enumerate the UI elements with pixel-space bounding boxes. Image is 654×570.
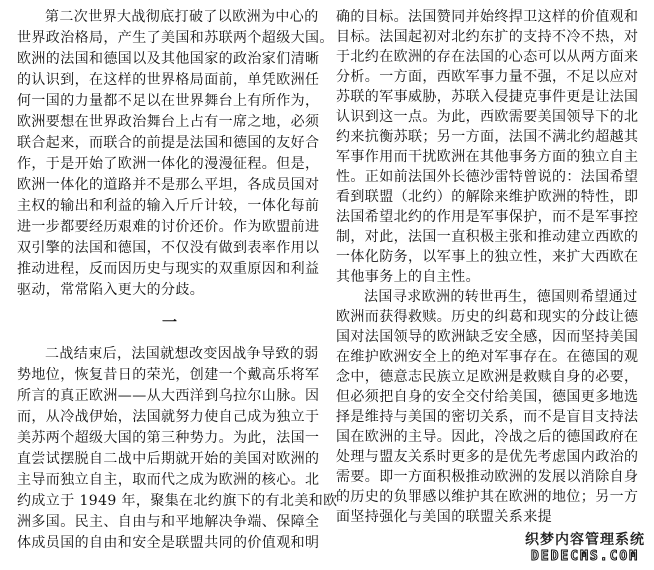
text-line: 双引擎的法国和德国，不仅没有做到表率作用以 [17,240,320,256]
text-line: 军事作用而干扰欧洲在其他事务方面的独立自主 [336,149,639,165]
text-line: 约来抗衡苏联；另一方面，法国不满北约超越其 [336,129,639,145]
text-line: 的认识到，在这样的世界格局面前，单凭欧洲任 [17,72,320,88]
text-line: 世界政治格局，产生了美国和苏联两个超级大国。 [17,30,334,46]
text-line: 进一步都要经历艰难的讨价还价。作为欧盟前进 [17,219,320,235]
text-line: 主导而独立自主，取而代之成为欧洲的核心。北 [17,472,320,488]
text-line: 洲多国。民主、自由与和平地解决争端、保障全 [17,514,320,530]
text-line: 念中，德意志民族立足欧洲是救赎自身的必要， [336,369,639,385]
watermark-url: DEDECMS.COM [530,549,640,564]
text-line: 欧洲而获得救赎。历史的纠葛和现实的分歧让德 [336,309,639,325]
text-line: 所言的真正欧洲——从大西洋到乌拉尔山脉。因 [17,388,320,404]
text-line: 直尝试摆脱自二战中后期就开始的美国对欧洲的 [17,451,320,467]
text-line: 择是维持与美国的密切关系，而不是盲目支持法 [336,409,639,425]
text-line: 第二次世界大战彻底打破了以欧洲为中心的 [45,9,319,25]
text-line: 在维护欧洲安全上的绝对军事存在。在德国的观 [336,349,639,365]
section-number-heading: 一 [161,313,177,331]
text-line: 联合起来，而联合的前提是法国和德国的友好合 [17,135,320,151]
text-line: 势地位，恢复昔日的荣光，创建一个戴高乐将军 [17,367,320,383]
text-line: 认识到这一点。为此，西欧需要美国领导下的北 [336,109,639,125]
text-line: 欧洲一体化的道路并不是那么平坦，各成员国对 [17,177,320,193]
text-line: 的历史的负罪感以维护其在欧洲的地位；另一方 [336,489,639,505]
text-line: 何一国的力量都不足以在世界舞台上有所作为， [17,93,320,109]
watermark [522,531,648,566]
text-line: 推动进程，反而因历史与现实的双重原因和利益 [17,261,320,277]
text-line: 欧洲要想在世界政治舞台上占有一席之地，必须 [17,114,320,130]
text-line: 分析。一方面，西欧军事力量不强，不足以应对 [336,69,639,85]
text-line: 法国希望北约的作用是军事保护，而不是军事控 [336,209,639,225]
text-line: 面坚持强化与美国的联盟关系来提 [336,509,552,525]
watermark-title: 织梦内容管理系统 [525,532,645,548]
text-line: 而，从冷战伊始，法国就努力使自己成为独立于 [17,409,320,425]
text-line: 看到联盟（北约）的解除来维护欧洲的特性，即 [336,189,639,205]
text-line: 其他事务上的自主性。 [336,269,480,285]
text-line: 作，于是开始了欧洲一体化的漫漫征程。但是， [17,156,320,172]
text-line: 国在欧洲的主导。因此，冷战之后的德国政府在 [336,429,639,445]
text-line: 美苏两个超级大国的第三种势力。为此，法国一 [17,430,320,446]
right-column [336,7,639,527]
paragraph-4 [336,287,639,527]
text-line: 主权的输出和利益的输入斤斤计较，一体化每前 [17,198,320,214]
text-line: 二战结束后，法国就想改变因战争导致的弱 [45,346,319,362]
text-line: 但必须把自身的安全交付给美国，德国更多地选 [336,389,639,405]
left-column [17,7,338,554]
text-line: 体成员国的自由和安全是联盟共同的价值观和明 [17,535,320,551]
text-line: 法国寻求欧洲的转世再生，德国则希望通过 [364,289,638,305]
text-line: 需要。即一方面积极推动欧洲的发展以消除自身 [336,469,639,485]
paragraph-2 [17,344,338,554]
text-line: 确的目标。法国赞同并始终捍卫这样的价值观和 [336,9,639,25]
text-line: 处理与盟友关系时更多的是优先考虑国内政治的 [336,449,639,465]
text-line: 约成立于 1949 年，聚集在北约旗下的有北美和欧 [17,493,338,509]
paragraph-1 [17,7,334,301]
text-line: 制，对此，法国一直积极主张和推动建立西欧的 [336,229,639,245]
paragraph-3 [336,7,639,287]
text-line: 苏联的军事威胁，苏联入侵捷克事件更是让法国 [336,89,639,105]
text-line: 国对法国领导的欧洲缺乏安全感，因而坚持美国 [336,329,639,345]
text-line: 目标。法国起初对北约东扩的支持不冷不热，对 [336,29,639,45]
text-line: 欧洲的法国和德国以及其他国家的政治家们清晰 [17,51,320,67]
text-line: 于北约在欧洲的存在法国的心态可以从两方面来 [336,49,639,65]
text-line: 性。正如前法国外长德沙雷特曾说的：法国希望 [336,169,639,185]
text-line: 驱动，常常陷入更大的分歧。 [17,282,205,298]
text-line: 一体化防务，以军事上的独立性，来扩大西欧在 [336,249,639,265]
